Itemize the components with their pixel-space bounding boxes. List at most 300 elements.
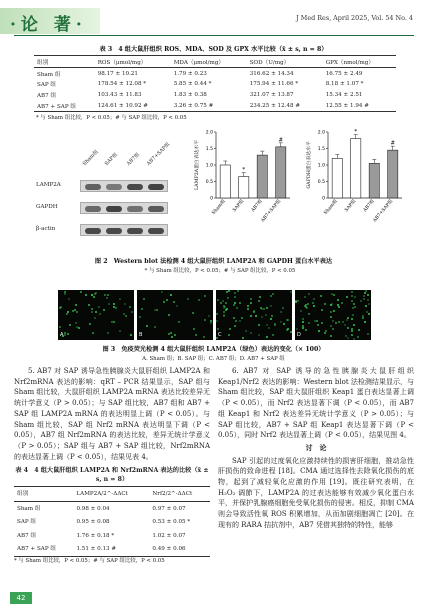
table3-note: * 与 Sham 组比较，P < 0.05；# 与 SAP 组比较，P < 0.05 <box>36 115 187 121</box>
table-cell: 3.26 ± 0.75 # <box>171 101 247 112</box>
table-cell: SAP 组 <box>37 82 57 89</box>
blot-band <box>85 184 101 190</box>
table-row <box>34 79 396 90</box>
fluorescence-dot <box>156 309 158 311</box>
fluorescence-dot <box>75 304 77 306</box>
fluorescence-dot <box>141 308 143 310</box>
fluorescence-dot <box>176 305 178 307</box>
fluorescence-dot <box>282 307 284 309</box>
fluorescence-dot <box>314 320 316 322</box>
fluorescence-dot <box>308 313 310 315</box>
fluorescence-dot <box>217 328 219 330</box>
section-tag: ·论 著· <box>10 15 87 35</box>
fluorescence-dot <box>347 337 349 339</box>
table-cell: 0.95 ± 0.08 <box>76 519 110 526</box>
blot-band <box>106 184 122 190</box>
fluorescence-dot <box>166 299 168 301</box>
fluorescence-dot <box>229 328 231 330</box>
significance-marker: * <box>354 129 358 136</box>
fluorescence-dot <box>297 300 299 302</box>
fluorescence-dot <box>227 297 229 299</box>
table-row <box>14 502 210 516</box>
table-cell: 1.51 ± 0.13 # <box>73 543 149 557</box>
section-heading: 讨 论 <box>305 442 327 452</box>
fluorescence-dot <box>346 296 348 298</box>
fluorescence-dot <box>163 301 165 303</box>
fluorescence-dot <box>93 296 95 298</box>
fluorescence-dot <box>363 298 365 300</box>
blot-band-row <box>80 224 168 236</box>
y-tick-label: 0 <box>322 196 325 202</box>
fluorescence-dot <box>362 317 364 319</box>
page-header <box>0 0 427 38</box>
table-row <box>14 516 210 529</box>
blot-band <box>127 206 143 212</box>
fluorescence-dot <box>99 313 101 315</box>
fluorescence-dot <box>69 324 71 326</box>
fluorescence-dot <box>204 319 206 321</box>
fluorescence-dot <box>173 301 175 303</box>
fluorescence-dot <box>168 333 170 335</box>
fluorescence-dot <box>280 321 282 323</box>
fluorescence-dot <box>351 300 353 302</box>
fluorescence-dot <box>258 334 260 336</box>
table4 <box>14 486 210 557</box>
fluorescence-dot <box>131 311 133 313</box>
fluorescence-dot <box>330 316 332 318</box>
fluorescence-dot <box>358 329 360 331</box>
y-tick-label: 0.5 <box>205 180 213 186</box>
right-column <box>218 366 414 531</box>
blot-band <box>148 206 164 212</box>
fluorescence-dot <box>59 307 61 309</box>
x-tick-label: AB7组 <box>362 199 376 214</box>
table-cell: 103.43 ± 11.83 <box>97 92 142 99</box>
fluorescence-dot <box>364 321 366 323</box>
fluorescence-dot <box>258 324 260 326</box>
table3-header: SOD（U/mg） <box>247 56 323 68</box>
fluorescence-dot <box>239 302 241 304</box>
fluorescence-dot <box>357 336 359 338</box>
fluorescence-dot <box>119 330 121 332</box>
fluorescence-dot <box>325 330 327 332</box>
fluorescence-dot <box>250 302 252 304</box>
fluorescence-dot <box>161 291 163 293</box>
table-cell: 15.34 ± 2.51 <box>325 92 363 99</box>
fluorescence-dot <box>193 328 195 330</box>
fluorescence-dot <box>337 299 339 301</box>
table3-header: MDA（μmol/mg） <box>171 56 247 68</box>
fluorescence-dot <box>283 323 285 325</box>
fluorescence-dot <box>125 315 127 317</box>
fluorescence-dot <box>367 294 369 296</box>
fluorescence-dot <box>111 321 113 323</box>
bar <box>239 177 249 198</box>
table-cell: 124.61 ± 10.92 # <box>95 101 171 112</box>
fluorescence-dot <box>261 316 263 318</box>
fluorescence-dot <box>266 336 268 338</box>
fluorescence-dot <box>223 314 225 316</box>
fluorescence-dot <box>313 298 315 300</box>
table-cell: 1.76 ± 0.18 * <box>76 532 115 539</box>
body-paragraph: 6. AB7 对 SAP 诱导的急性胰腺炎大鼠肝组织 Keap1/Nrf2 表达的影响：Western blot 法检测结果显示，与 Sham 组比较，SAP 组大鼠肝组织 Keap1 蛋白表达显著上调（P < 0.05），而 Nrf2 表达显著下调（P < 0.05），而 AB7 组 Keap1 和 Nrf2 表达差异无统计学意义（P > 0.05）；与 SAP 组比较，AB7 + SAP 组 Keap1 表达显著下调（P < 0.05），同时 Nrf2 表达显著上调（P < 0.05），结果见图 4。 <box>218 367 414 440</box>
fluorescence-dot <box>242 337 244 339</box>
panel-label: C <box>218 332 222 338</box>
fluorescence-dot <box>263 308 265 310</box>
table3-header: GPX（nmol/mg） <box>323 56 396 68</box>
fluorescence-dot <box>352 307 354 309</box>
table4-caption: 表 4 4 组大鼠肝组织 LAMP2A 和 Nrf2mRNA 表达的比较（x̄ ± s, n = 8） <box>15 467 209 484</box>
fluorescence-dot <box>272 293 274 295</box>
fluorescence-dot <box>195 334 197 336</box>
fluorescence-dot <box>367 333 369 335</box>
fluorescence-dot <box>119 298 121 300</box>
fluorescence-dot <box>272 334 274 336</box>
fluorescence-dot <box>226 291 228 293</box>
fluorescence-dot <box>265 314 267 316</box>
western-blot <box>36 138 176 250</box>
fluorescence-dot <box>268 327 270 329</box>
table-cell: AB7 + SAP 组 <box>34 101 95 112</box>
blot-band <box>127 228 143 234</box>
fluorescence-dot <box>332 328 334 330</box>
fluorescence-dot <box>280 311 282 313</box>
fluorescence-dot <box>332 320 334 322</box>
fluorescence-dot <box>104 294 106 296</box>
table-cell: 98.17 ± 10.21 <box>97 70 138 77</box>
table-cell: 8.18 ± 1.07 * <box>325 81 364 88</box>
fluorescence-dot <box>235 320 237 322</box>
bar <box>276 147 286 198</box>
bar <box>220 165 230 198</box>
fluorescence-dot <box>113 303 115 305</box>
body-paragraph: SAP 引起的过度氧化应激持续性的损害肝细胞，推动急性肝损伤的致命进程 [18]。CMA 通过选择性去除氧化损伤的底物，起到了减轻氧化应激的作用 [19]。既往研究表明，在 H₂O₂ 调節下，LAMP2A 的过表达能够有效减少氧化蛋白水平，并保护乳腺癌细胞免受氧化损伤的侵害。相反，抑制 CMA 则会导致活性氧 ROS 积累增加，从而加剧细胞凋亡 [20]。在现有的 RARA 拮抗剂中，AB7 凭借其独特的特性，能够 <box>218 456 414 529</box>
table-cell: 316.62 ± 14.34 <box>249 70 294 77</box>
fluorescence-dot <box>107 332 109 334</box>
fluorescence-dot <box>318 330 320 332</box>
fluorescence-dot <box>308 293 310 295</box>
fluorescence-dot <box>234 325 236 327</box>
fluorescence-dot <box>354 296 356 298</box>
fluorescence-dot <box>353 303 355 305</box>
fluorescence-dot <box>368 303 370 305</box>
fluorescence-dot <box>333 294 335 296</box>
fluorescence-dot <box>67 333 69 335</box>
table3-header: ROS（μmol/mg） <box>95 56 171 68</box>
fluorescence-dot <box>368 313 370 315</box>
fluorescence-dot <box>307 303 309 305</box>
fluorescence-dot <box>80 291 82 293</box>
fluorescence-dot <box>330 325 332 327</box>
x-tick-label: AB7+SAP组 <box>260 199 283 224</box>
table-cell: 1.02 ± 0.07 <box>152 532 186 539</box>
journal-citation: J Med Res, April 2025, Vol. 54 No. 4 <box>296 14 413 22</box>
table-cell: 321.07 ± 13.87 <box>249 92 294 99</box>
fluorescence-dot <box>91 308 93 310</box>
fluorescence-dot <box>347 327 349 329</box>
lamp2a-bar-chart <box>188 122 298 250</box>
fluorescence-dot <box>363 295 365 297</box>
y-tick-label: 1.5 <box>317 147 325 153</box>
fluorescence-dot <box>208 315 210 317</box>
fluorescence-dot <box>312 302 314 304</box>
fluorescence-dot <box>304 296 306 298</box>
table-row <box>34 68 396 79</box>
fluorescence-dot <box>210 322 212 324</box>
body-paragraph: 5. AB7 对 SAP 诱导急性胰腺炎大鼠肝组织 LAMP2A 和 Nrf2mRNA 表达的影响：qRT – PCR 结果显示，SAP 组与 Sham 组比较，大鼠肝组织 LAMP2A mRNA 表达比较差异无统计学意义（P > 0.05）；与 SAP 组比较，AB7 组和 AB7 + SAP 组 LAMP2A mRNA 的表达明显上调（P < 0.05）。与 Sham 组比较，SAP 组 Nrf2 mRNA 表达明显下调（P < 0.05），AB7 组 Nrf2mRNA 的表达比较，差异无统计学意义（P > 0.05）；SAP 组与 AB7 + SAP 组比较，Nrf2mRNA 的表达显著上调（P < 0.05），结果见表 4。 <box>14 367 210 461</box>
fluorescence-dot <box>233 304 235 306</box>
blot-band <box>85 206 101 212</box>
x-tick-label: Sham组 <box>211 199 227 216</box>
fluorescence-dot <box>94 317 96 319</box>
fluorescence-dot <box>64 334 66 336</box>
fluorescence-dot <box>98 306 100 308</box>
lane-label: SAP组 <box>103 151 119 167</box>
fluorescence-dot <box>255 315 257 317</box>
fluorescence-dot <box>305 329 307 331</box>
fluorescence-dot <box>321 322 323 324</box>
fluorescence-dot <box>321 309 323 311</box>
blot-band <box>106 228 122 234</box>
panel-label: D <box>297 332 301 338</box>
table-cell: SAP 组 <box>17 519 37 526</box>
blot-band <box>127 184 143 190</box>
table4-header: Nrf2/2^-ΔΔCt <box>149 487 210 502</box>
fluorescence-dot <box>250 315 252 317</box>
fluorescence-dot <box>76 311 78 313</box>
fluorescence-dot <box>324 332 326 334</box>
gapdh-bar-chart <box>300 122 410 250</box>
fluorescence-dot <box>247 308 249 310</box>
fluorescence-dot <box>237 290 239 292</box>
fluorescence-dot <box>94 293 96 295</box>
fluorescence-dot <box>270 305 272 307</box>
fluorescence-dot <box>286 319 288 321</box>
fluorescence-dot <box>113 306 115 308</box>
table-cell: AB7 组 <box>37 93 57 100</box>
if-panel <box>137 290 213 340</box>
x-tick-label: SAP组 <box>232 199 246 214</box>
fluorescence-dot <box>351 291 353 293</box>
lane-label: AB7组 <box>125 151 141 167</box>
fluorescence-dot <box>346 319 348 321</box>
fluorescence-dot <box>250 298 252 300</box>
table3-caption: 表 3 4 组大鼠肝组织 ROS、MDA、SOD 及 GPX 水平比较（x̄ ± s, n = 8） <box>99 46 328 53</box>
fluorescence-dot <box>360 300 362 302</box>
significance-marker: # <box>278 137 284 144</box>
bar <box>369 163 379 198</box>
blot-row-label: GAPDH <box>36 204 58 210</box>
panel-label: B <box>139 332 143 338</box>
fluorescence-dot <box>187 298 189 300</box>
y-tick-label: 1.0 <box>205 163 213 169</box>
fluorescence-dot <box>302 321 304 323</box>
blot-band <box>85 228 101 234</box>
table-cell: 12.55 ± 1.94 # <box>323 101 396 112</box>
fluorescence-dot <box>103 309 105 311</box>
fluorescence-dot <box>217 299 219 301</box>
fluorescence-dot <box>146 325 148 327</box>
immunofluorescence-panels <box>58 290 370 342</box>
fluorescence-dot <box>91 311 93 313</box>
fluorescence-dot <box>92 332 94 334</box>
fluorescence-dot <box>203 336 205 338</box>
fluorescence-dot <box>353 324 355 326</box>
fluorescence-dot <box>354 306 356 308</box>
table-cell: Sham 组 <box>17 505 41 512</box>
table-cell: AB7 + SAP 组 <box>14 543 73 557</box>
fluorescence-dot <box>95 311 97 313</box>
fluorescence-dot <box>330 311 332 313</box>
table-cell: 0.53 ± 0.05 * <box>152 519 191 526</box>
fluorescence-dot <box>270 295 272 297</box>
fluorescence-dot <box>107 294 109 296</box>
fluorescence-dot <box>313 305 315 307</box>
fluorescence-dot <box>113 321 115 323</box>
fluorescence-dot <box>344 324 346 326</box>
fluorescence-dot <box>352 314 354 316</box>
fluorescence-dot <box>331 293 333 295</box>
fluorescence-dot <box>320 295 322 297</box>
blot-band-row <box>80 180 168 192</box>
table-cell: 0.98 ± 0.04 <box>76 505 110 512</box>
fluorescence-dot <box>316 320 318 322</box>
figure2-note: * 与 Sham 组比较，P < 0.05；# 与 SAP 组比较，P < 0.05 <box>144 268 296 274</box>
fluorescence-dot <box>351 318 353 320</box>
fluorescence-dot <box>296 328 298 330</box>
table-cell: 1.79 ± 0.23 <box>173 70 207 77</box>
fluorescence-dot <box>290 291 292 293</box>
fluorescence-dot <box>198 299 200 301</box>
fluorescence-dot <box>226 308 228 310</box>
fluorescence-dot <box>115 307 117 309</box>
fluorescence-dot <box>335 322 337 324</box>
fluorescence-dot <box>233 317 235 319</box>
blot-row-label: LAMP2A <box>36 182 61 188</box>
fluorescence-dot <box>192 312 194 314</box>
fluorescence-dot <box>228 290 230 292</box>
fluorescence-dot <box>338 321 340 323</box>
y-tick-label: 2.0 <box>205 130 213 136</box>
fluorescence-dot <box>317 324 319 326</box>
fluorescence-dot <box>351 295 353 297</box>
fluorescence-dot <box>89 323 91 325</box>
if-panel <box>216 290 292 340</box>
fluorescence-dot <box>333 310 335 312</box>
fluorescence-dot <box>174 334 176 336</box>
fluorescence-dot <box>259 296 261 298</box>
blot-band-row <box>80 202 168 214</box>
fluorescence-dot <box>220 302 222 304</box>
y-tick-label: 1.5 <box>205 147 213 153</box>
table-cell: 178.54 ± 12.08 * <box>97 81 147 88</box>
fluorescence-dot <box>260 307 262 309</box>
fluorescence-dot <box>266 307 268 309</box>
y-axis-label: GAPDH蛋白表达水平 <box>307 141 312 189</box>
table-cell: 175.94 ± 11.66 * <box>249 81 299 88</box>
significance-marker: * <box>242 167 246 174</box>
fluorescence-dot <box>270 318 272 320</box>
fluorescence-dot <box>123 313 125 315</box>
fluorescence-dot <box>258 300 260 302</box>
fluorescence-dot <box>308 322 310 324</box>
x-tick-label: AB7+SAP组 <box>372 199 395 224</box>
table4-header: 组别 <box>14 487 73 502</box>
fluorescence-dot <box>154 309 156 311</box>
fluorescence-dot <box>75 322 77 324</box>
fluorescence-dot <box>300 310 302 312</box>
fluorescence-dot <box>253 311 255 313</box>
table-row <box>34 101 396 112</box>
fluorescence-dot <box>68 298 70 300</box>
table-cell: 1.83 ± 0.38 <box>173 92 207 99</box>
fluorescence-dot <box>365 305 367 307</box>
if-panel <box>58 290 134 340</box>
fluorescence-dot <box>108 303 110 305</box>
fluorescence-dot <box>64 293 66 295</box>
fluorescence-dot <box>302 318 304 320</box>
fluorescence-dot <box>353 338 355 340</box>
fluorescence-dot <box>171 336 173 338</box>
fluorescence-dot <box>216 337 218 339</box>
fluorescence-dot <box>245 330 247 332</box>
y-axis-label: LAMP2A蛋白表达水平 <box>195 139 200 191</box>
table-row <box>14 529 210 542</box>
fluorescence-dot <box>367 299 369 301</box>
lane-label: Sham组 <box>81 149 100 167</box>
fluorescence-dot <box>139 316 141 318</box>
fluorescence-dot <box>364 292 366 294</box>
blot-band <box>106 206 122 212</box>
fluorescence-dot <box>168 314 170 316</box>
table-cell: Sham 组 <box>37 71 61 78</box>
fluorescence-dot <box>178 321 180 323</box>
y-tick-label: 2.0 <box>317 130 325 136</box>
bar <box>388 150 398 198</box>
fluorescence-dot <box>234 302 236 304</box>
fluorescence-dot <box>324 303 326 305</box>
fluorescence-dot <box>351 334 353 336</box>
table-cell: AB7 组 <box>17 532 37 539</box>
table-cell: 0.49 ± 0.06 <box>149 543 210 557</box>
fluorescence-dot <box>290 331 292 333</box>
fluorescence-dot <box>247 305 249 307</box>
fluorescence-dot <box>234 296 236 298</box>
table3-header: 组别 <box>34 56 95 68</box>
fluorescence-dot <box>306 307 308 309</box>
table-cell: 234.25 ± 12.48 # <box>247 101 323 112</box>
fluorescence-dot <box>234 292 236 294</box>
fluorescence-dot <box>124 303 126 305</box>
blot-band <box>148 228 164 234</box>
y-tick-label: 1.0 <box>317 163 325 169</box>
fluorescence-dot <box>241 317 243 319</box>
fluorescence-dot <box>236 307 238 309</box>
fluorescence-dot <box>271 315 273 317</box>
fluorescence-dot <box>154 326 156 328</box>
figure3-caption: 图 3 免疫荧光检测 4 组大鼠肝组织 LAMP2A（绿色）表达的变化（× 100） <box>102 346 325 353</box>
fluorescence-dot <box>338 306 340 308</box>
page-number: 42 <box>10 592 32 604</box>
fluorescence-dot <box>330 335 332 337</box>
table-row <box>34 90 396 101</box>
table4-header: LAMP2A/2^-ΔΔCt <box>73 487 149 502</box>
x-tick-label: Sham组 <box>323 199 339 216</box>
fluorescence-dot <box>341 302 343 304</box>
fluorescence-dot <box>266 324 268 326</box>
bar <box>332 158 342 198</box>
fluorescence-dot <box>66 313 68 315</box>
